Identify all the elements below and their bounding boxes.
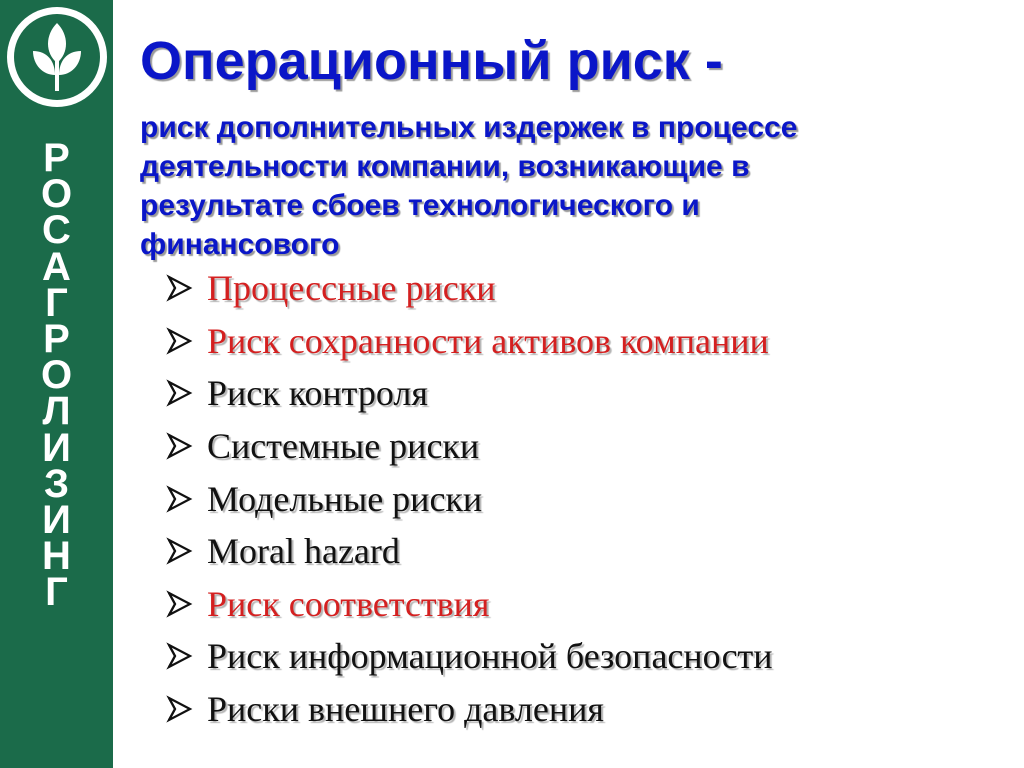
bullet-item bbox=[165, 315, 773, 368]
bullet-item bbox=[165, 420, 773, 473]
arrow-bullet-icon bbox=[165, 695, 193, 723]
bullet-text: Процессные риски bbox=[207, 268, 496, 309]
definition-text: риск дополнительных издержек в процессе деятельности компании, возникающие в результате сбоев технологического и финансового bbox=[140, 111, 798, 261]
bullet-text: Риски внешнего давления bbox=[207, 689, 604, 730]
arrow-bullet-icon bbox=[165, 432, 193, 460]
bullet-text: Системные риски bbox=[207, 426, 480, 467]
bullet-text: Риск сохранности активов компании bbox=[207, 320, 769, 361]
brand-letter: И bbox=[42, 497, 71, 542]
brand-letter: А bbox=[42, 244, 71, 289]
bullet-text: Риск информационной безопасности bbox=[207, 636, 773, 677]
slide-heading: Операционный риск - bbox=[140, 31, 723, 91]
bullet-item bbox=[165, 630, 773, 683]
bullet-item bbox=[165, 683, 773, 736]
arrow-bullet-icon bbox=[165, 485, 193, 513]
brand-letter: О bbox=[40, 172, 73, 217]
arrow-bullet-icon bbox=[165, 274, 193, 302]
brand-letter: Л bbox=[42, 389, 71, 434]
risk-bullet-list bbox=[165, 262, 773, 735]
vertical-brand-name bbox=[0, 136, 113, 615]
bullet-item bbox=[165, 578, 773, 631]
brand-sidebar bbox=[0, 0, 113, 768]
bullet-item bbox=[165, 367, 773, 420]
brand-letter: Г bbox=[45, 280, 68, 325]
bullet-text: Риск контроля bbox=[207, 373, 428, 414]
arrow-bullet-icon bbox=[165, 590, 193, 618]
brand-letter: Р bbox=[43, 316, 70, 361]
arrow-bullet-icon bbox=[165, 642, 193, 670]
bullet-item bbox=[165, 525, 773, 578]
brand-letter: З bbox=[43, 461, 70, 506]
brand-letter: И bbox=[42, 425, 71, 470]
arrow-bullet-icon bbox=[165, 379, 193, 407]
bullet-text: Модельные риски bbox=[207, 478, 483, 519]
brand-letter: С bbox=[42, 208, 71, 253]
brand-letter: Г bbox=[45, 570, 68, 615]
bullet-item bbox=[165, 472, 773, 525]
brand-letter: О bbox=[40, 353, 73, 398]
leaf-sprout-logo-icon bbox=[3, 3, 111, 111]
brand-letter: Р bbox=[43, 136, 70, 180]
arrow-bullet-icon bbox=[165, 327, 193, 355]
brand-letter: Н bbox=[42, 534, 71, 579]
bullet-item bbox=[165, 262, 773, 315]
arrow-bullet-icon bbox=[165, 537, 193, 565]
bullet-text: Риск соответствия bbox=[207, 583, 490, 624]
bullet-text: Moral hazard bbox=[207, 531, 400, 572]
